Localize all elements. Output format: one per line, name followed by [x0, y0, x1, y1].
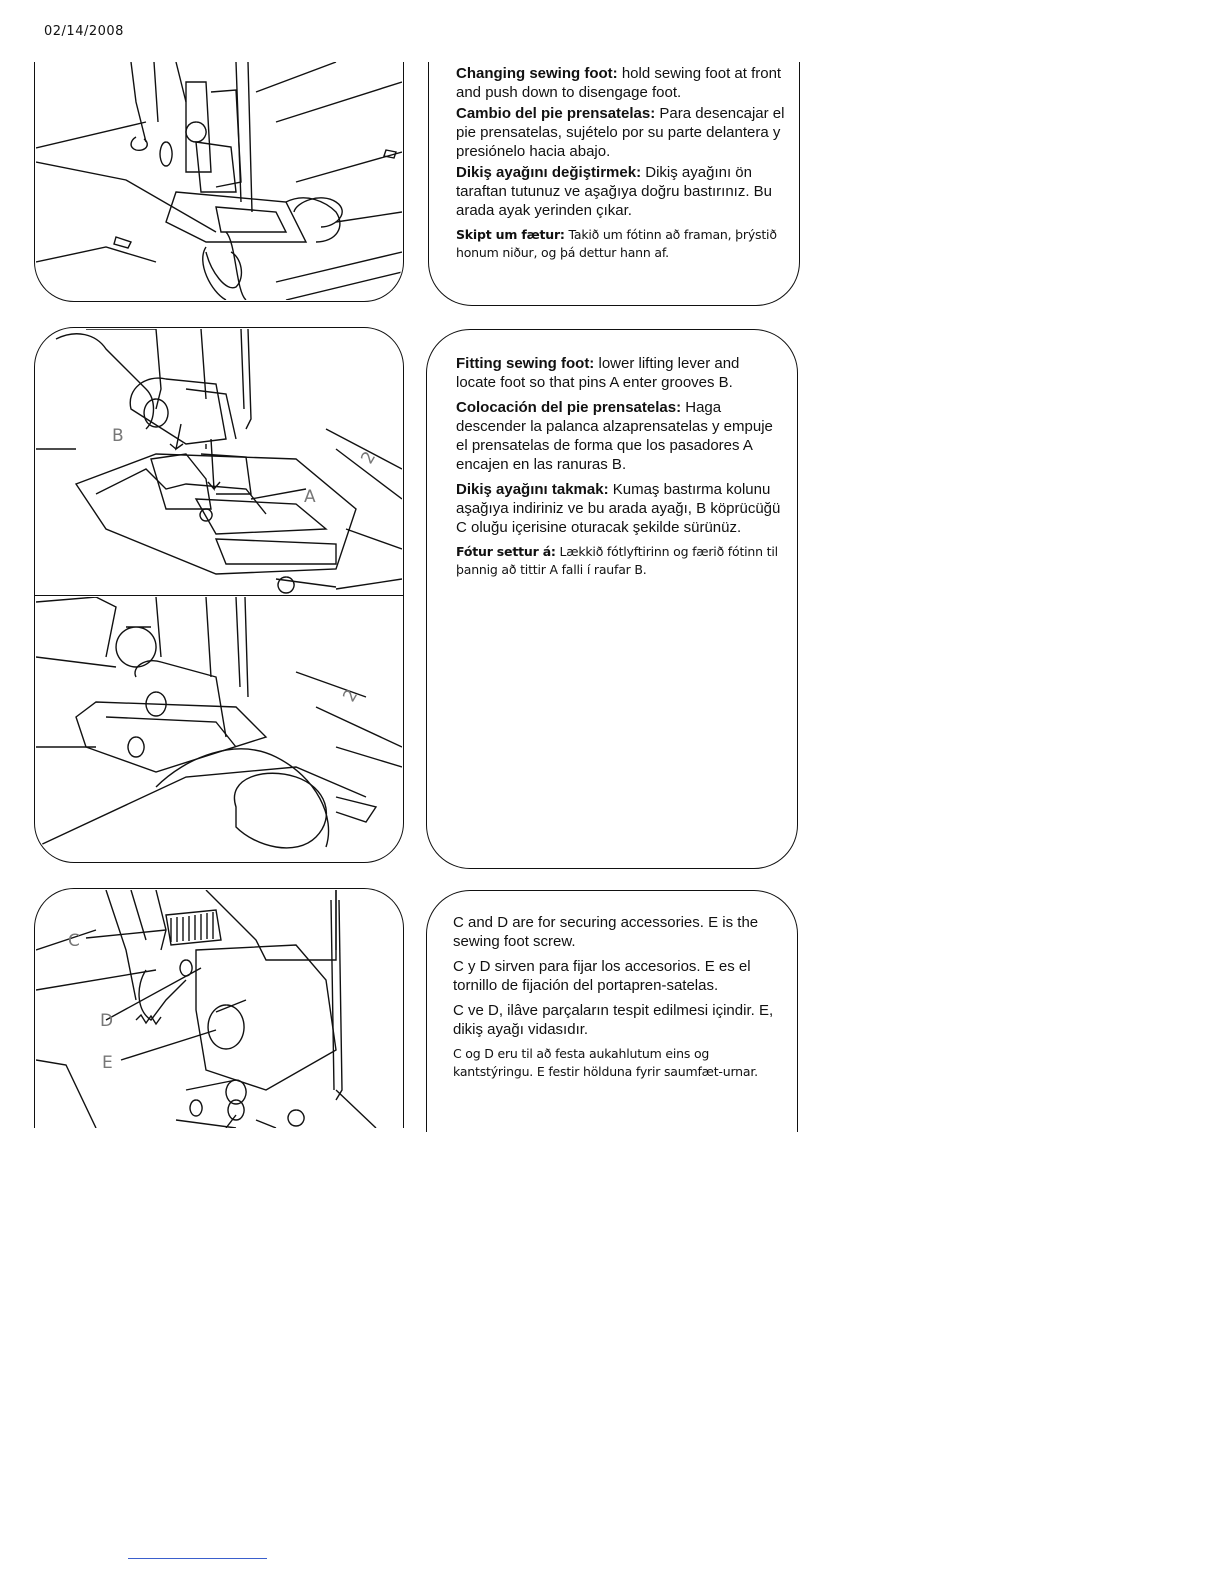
section2-text	[456, 354, 781, 585]
section1-icelandic: Skipt um fætur: Takið um fótinn að framan, þrýstið honum niður, og þá dettur hann af.	[456, 227, 777, 260]
label-d: D	[100, 1011, 114, 1031]
illustration-fit-foot-bottom	[36, 597, 402, 861]
section1-english: Changing sewing foot: hold sewing foot at front and push down to disengage foot.	[456, 65, 782, 101]
label-b: B	[112, 426, 124, 446]
section3-text	[453, 913, 778, 1087]
section1-text	[456, 64, 786, 268]
section3-turkish: C ve D, ilâve parçaların tespit edilmesi içindir. E, dikiş ayağı vidasıdır.	[453, 1002, 774, 1038]
section3-spanish: C y D sirven para fijar los accesorios. E es el tornillo de fijación del portapren-satelas.	[453, 958, 751, 994]
label-2-top: 2	[357, 448, 381, 468]
section1-spanish: Cambio del pie prensatelas: Para desencajar el pie prensatelas, sujételo por su parte delantera y presiónelo hacia abajo.	[456, 105, 785, 160]
illustration-remove-foot	[36, 62, 402, 300]
illustration-fit-foot-top	[36, 329, 402, 595]
illustration-accessory-parts	[36, 890, 402, 1128]
section1-turkish: Dikiş ayağını değiştirmek: Dikiş ayağını ön taraftan tutunuz ve aşağıya doğru bastırınız. Bu arada ayak yerinden çıkar.	[456, 164, 773, 219]
section3-english: C and D are for securing accessories. E is the sewing foot screw.	[453, 914, 759, 950]
label-2-bottom: 2	[339, 686, 363, 706]
section3-icelandic: C og D eru til að festa aukahlutum eins og kantstýringu. E festir hölduna fyrir saumfæt-urnar.	[453, 1046, 758, 1079]
section2-english: Fitting sewing foot: lower lifting lever and locate foot so that pins A enter grooves B.	[456, 355, 740, 391]
label-a: A	[304, 487, 316, 507]
footer-rule	[128, 1558, 267, 1559]
section2-icelandic: Fótur settur á: Lækkið fótlyftirinn og færið fótinn til þannig að tittir A falli í raufar B.	[456, 544, 778, 577]
section2-turkish: Dikiş ayağını takmak: Kumaş bastırma kolunu aşağıya indiriniz ve bu arada ayağı, B köprücüğü C oluğu içerisine oturacak şekilde sürünüz.	[456, 481, 781, 536]
label-c: C	[68, 931, 80, 951]
document-date: 02/14/2008	[44, 24, 124, 39]
label-e: E	[102, 1053, 113, 1073]
section2-spanish: Colocación del pie prensatelas: Haga descender la palanca alzaprensatelas y empuje el prensatelas de forma que los pasadores A encajen en las ranuras B.	[456, 399, 773, 473]
